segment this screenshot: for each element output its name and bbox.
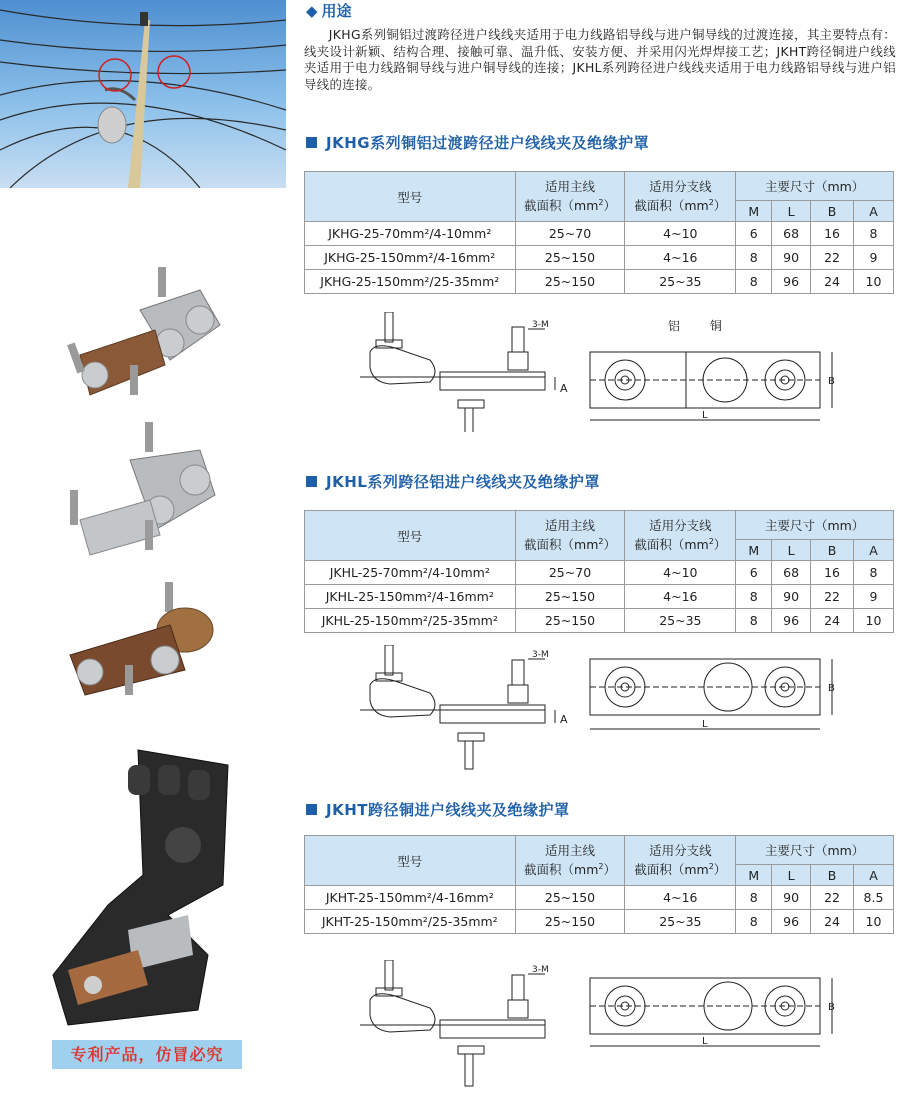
svg-text:L: L [702,1036,708,1047]
spec-table-jkhg [304,171,894,294]
header-m: M [736,865,772,886]
table-row: JKHL-25-70mm²/4-10mm² 25~70 4~10 6 68 16 8 [305,561,894,585]
installation-photo [0,0,286,188]
spec-table-jkhl [304,510,894,633]
svg-text:A: A [560,713,568,726]
drawing-jkht [350,960,850,1095]
header-a: A [854,201,894,222]
section-title-jkht: JKHT跨径铜进户线线夹及绝缘护罩 [306,799,570,820]
svg-text:L: L [702,719,708,730]
svg-text:A: A [560,382,568,395]
svg-text:L: L [702,410,708,421]
svg-text:B: B [828,683,835,694]
header-dims: 主要尺寸（mm） [736,836,894,865]
header-dims: 主要尺寸（mm） [736,511,894,540]
svg-text:3-M: 3-M [532,650,549,660]
table-row: JKHT-25-150mm²/25-35mm² 25~150 25~35 8 96 24 10 [305,910,894,934]
jkht-clamp-photo [65,580,225,710]
header-a: A [854,540,894,561]
section-title-jkhg: JKHG系列铜铝过渡跨径进户线线夹及绝缘护罩 [306,132,649,153]
header-branch-line: 适用分支线 截面积$(mm^2)$ [625,836,736,886]
header-l: L [772,201,811,222]
table-row: JKHG-25-150mm²/4-16mm² 25~150 4~16 8 90 22 9 [305,246,894,270]
table-row: JKHG-25-70mm²/4-10mm² 25~70 4~10 6 68 16 8 [305,222,894,246]
usage-description: JKHG系列铜铝过渡跨径进户线线夹适用于电力线路铝导线与进户铜导线的过渡连接，其主要特点有：线夹设计新颖、结构合理、接触可靠、温升低、安装方便、并采用闪光焊焊接工艺；JKHT跨径铜进户线线夹适用于电力线路铜导线与进户铜导线的连接；JKHL系列跨径进户线线夹适用于电力线路铝导线与进户铝导线的连接。 [304,27,897,92]
svg-text:B: B [828,376,835,387]
diamond-icon: ◆ [306,2,318,20]
square-bullet-icon [306,137,317,148]
svg-text:B: B [828,1002,835,1013]
jkhl-clamp-photo [65,420,225,570]
drawing-jkhl [350,645,850,770]
table-row: JKHL-25-150mm²/4-16mm² 25~150 4~16 8 90 22 9 [305,585,894,609]
svg-text:铝: 铝 [668,319,681,333]
square-bullet-icon [306,804,317,815]
usage-heading: ◆ 用途 [306,2,352,20]
section-title-jkhl: JKHL系列跨径铝进户线线夹及绝缘护罩 [306,471,600,492]
header-b: B [811,540,854,561]
header-m: M [736,201,772,222]
table-row: JKHT-25-150mm²/4-16mm² 25~150 4~16 8 90 22 8.5 [305,886,894,910]
header-b: B [811,865,854,886]
jkhg-clamp-photo [60,265,230,415]
svg-text:铜: 铜 [710,319,723,333]
drawing-jkhg [350,312,850,432]
header-l: L [772,865,811,886]
insulation-cover-photo [48,745,243,1030]
header-branch-line: 适用分支线 截面积$(mm^2)$ [625,172,736,222]
patent-notice: 专利产品，仿冒必究 [52,1040,242,1069]
header-main-line: 适用主线 截面积$(mm^2)$ [515,836,625,886]
header-branch-line: 适用分支线 截面积$(mm^2)$ [625,511,736,561]
header-model: 型号 [305,511,516,561]
table-row: JKHL-25-150mm²/25-35mm² 25~150 25~35 8 96 24 10 [305,609,894,633]
header-dims: 主要尺寸（mm） [736,172,894,201]
header-main-line: 适用主线 截面积$(mm^2)$ [515,511,625,561]
header-main-line: 适用主线 截面积$(mm^2)$ [515,172,625,222]
header-b: B [811,201,854,222]
svg-text:3-M: 3-M [532,965,549,975]
table-row: JKHG-25-150mm²/25-35mm² 25~150 25~35 8 96 24 10 [305,270,894,294]
spec-table-jkht [304,835,894,934]
header-m: M [736,540,772,561]
header-a: A [854,865,894,886]
svg-text:3-M: 3-M [532,320,549,330]
header-l: L [772,540,811,561]
square-bullet-icon [306,476,317,487]
header-model: 型号 [305,172,516,222]
header-model: 型号 [305,836,516,886]
